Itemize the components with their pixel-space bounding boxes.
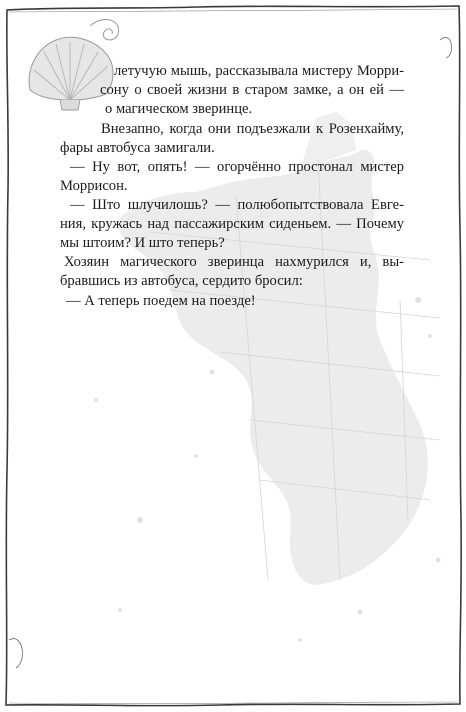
- text-line: летучую мышь, рассказывала мистеру Морри-: [114, 63, 404, 79]
- text-line: — А теперь поедем на поезде!: [66, 293, 256, 309]
- text-line: — Што шлучилошь? — полюбопытствовала Евге-: [70, 197, 404, 213]
- text-line: Хозяин магического зверинца нахмурился и, вы-: [64, 254, 404, 270]
- text-line: Моррисон.: [60, 178, 128, 194]
- text-line: Внезапно, когда они подъезжали к Розенхайму,: [101, 121, 404, 137]
- text-line: мы штоим? И што теперь?: [60, 235, 225, 251]
- text-line: фары автобуса замигали.: [60, 140, 215, 156]
- text-line: — Ну вот, опять! — огорчённо простонал мистер: [70, 159, 404, 175]
- text-line: о магическом зверинце.: [105, 101, 253, 117]
- text-line: сону о своей жизни в старом замке, а он ей —: [100, 82, 404, 98]
- text-line: ния, кружась над пассажирским сиденьем. — Почему: [60, 216, 404, 232]
- text-line: бравшись из автобуса, сердито бросил:: [60, 273, 303, 289]
